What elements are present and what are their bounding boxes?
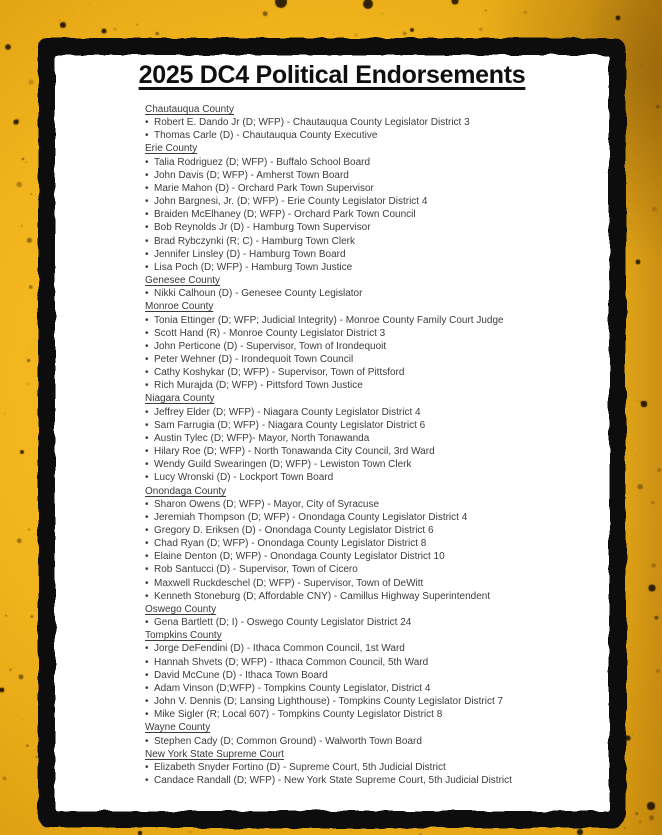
endorsement-text: Thomas Carle (D) - Chautauqua County Executive bbox=[154, 130, 378, 142]
endorsement-text: Candace Randall (D; WFP) - New York State Supreme Court, 5th Judicial District bbox=[154, 774, 512, 786]
bullet-icon: • bbox=[145, 406, 149, 418]
bullet-icon: • bbox=[145, 314, 149, 326]
endorsement-text: Wendy Guild Swearingen (D; WFP) - Lewiston Town Clerk bbox=[154, 459, 412, 471]
bullet-icon: • bbox=[145, 459, 149, 471]
endorsement-row bbox=[145, 682, 609, 695]
endorsement-row bbox=[145, 735, 609, 748]
endorsement-row bbox=[145, 169, 609, 182]
bullet-icon: • bbox=[145, 590, 149, 602]
endorsement-row bbox=[145, 156, 609, 169]
endorsement-text: Mike Sigler (R; Local 607) - Tompkins County Legislator District 8 bbox=[154, 709, 443, 721]
endorsement-row bbox=[145, 616, 609, 629]
bullet-icon: • bbox=[145, 182, 149, 194]
endorsement-row bbox=[145, 524, 609, 537]
endorsement-row bbox=[145, 445, 609, 458]
bullet-icon: • bbox=[145, 498, 149, 510]
endorsement-text: Braiden McElhaney (D; WFP) - Orchard Park Town Council bbox=[154, 209, 416, 221]
bullet-icon: • bbox=[145, 511, 149, 523]
bullet-icon: • bbox=[145, 617, 149, 629]
bullet-icon: • bbox=[145, 117, 149, 129]
bullet-icon: • bbox=[145, 774, 149, 786]
endorsement-row bbox=[145, 761, 609, 774]
document-content bbox=[55, 55, 609, 811]
endorsement-text: Talia Rodriguez (D; WFP) - Buffalo School Board bbox=[154, 156, 371, 168]
endorsement-row bbox=[145, 774, 609, 787]
endorsement-text: Jorge DeFendini (D) - Ithaca Common Council, 1st Ward bbox=[154, 643, 405, 655]
bullet-icon: • bbox=[145, 551, 149, 563]
bullet-icon: • bbox=[145, 209, 149, 221]
bullet-icon: • bbox=[145, 419, 149, 431]
endorsement-row bbox=[145, 287, 609, 300]
endorsement-row bbox=[145, 550, 609, 563]
endorsement-row bbox=[145, 208, 609, 221]
bullet-icon: • bbox=[145, 525, 149, 536]
bullet-icon: • bbox=[145, 380, 149, 392]
bullet-icon: • bbox=[145, 353, 149, 365]
county-header: Wayne County bbox=[145, 722, 211, 734]
bullet-icon: • bbox=[145, 327, 149, 339]
bullet-icon: • bbox=[145, 577, 149, 589]
bullet-icon: • bbox=[145, 472, 149, 484]
endorsement-row bbox=[145, 195, 609, 208]
endorsement-text: Adam Vinson (D;WFP) - Tompkins County Legislator, District 4 bbox=[154, 682, 431, 694]
endorsement-row bbox=[145, 577, 609, 590]
bullet-icon: • bbox=[145, 432, 149, 444]
endorsement-text: Rich Murajda (D; WFP) - Pittsford Town Justice bbox=[154, 380, 363, 392]
bullet-icon: • bbox=[145, 735, 149, 747]
county-header: Erie County bbox=[145, 143, 198, 155]
endorsement-row bbox=[145, 537, 609, 550]
endorsement-text: Brad Rybczynki (R; C) - Hamburg Town Clerk bbox=[154, 235, 355, 247]
bullet-icon: • bbox=[145, 169, 149, 181]
endorsement-row bbox=[145, 669, 609, 682]
endorsement-text: Jeremiah Thompson (D; WFP) - Onondaga County Legislator District 4 bbox=[154, 511, 468, 523]
county-header: Oswego County bbox=[145, 603, 217, 615]
endorsement-text: Lisa Poch (D; WFP) - Hamburg Town Justice bbox=[154, 261, 353, 273]
bullet-icon: • bbox=[145, 696, 149, 708]
endorsement-text: Austin Tylec (D; WFP)- Mayor, North Tonawanda bbox=[154, 432, 370, 444]
endorsement-row bbox=[145, 708, 609, 721]
bullet-icon: • bbox=[145, 235, 149, 247]
endorsement-text: Tonia Ettinger (D; WFP; Judicial Integrity) - Monroe County Family Court Judge bbox=[154, 314, 504, 326]
endorsement-text: Elaine Denton (D; WFP) - Onondaga County Legislator District 10 bbox=[154, 551, 445, 563]
endorsement-row bbox=[145, 314, 609, 327]
endorsement-row bbox=[145, 248, 609, 261]
county-header: Onondaga County bbox=[145, 485, 227, 497]
bullet-icon: • bbox=[145, 288, 149, 300]
endorsement-row bbox=[145, 498, 609, 511]
bullet-icon: • bbox=[145, 761, 149, 773]
endorsement-row bbox=[145, 340, 609, 353]
endorsement-row bbox=[145, 642, 609, 655]
county-header: Genesee County bbox=[145, 275, 221, 287]
endorsement-list bbox=[145, 103, 609, 787]
bullet-icon: • bbox=[145, 248, 149, 260]
county-header: New York State Supreme Court bbox=[145, 748, 284, 760]
endorsement-text: John Davis (D; WFP) - Amherst Town Board bbox=[154, 169, 349, 181]
endorsement-text: Robert E. Dando Jr (D; WFP) - Chautauqua County Legislator District 3 bbox=[154, 117, 470, 129]
county-header: Tompkins County bbox=[145, 630, 222, 642]
endorsement-row bbox=[145, 327, 609, 340]
endorsement-row bbox=[145, 656, 609, 669]
endorsement-row bbox=[145, 563, 609, 576]
endorsement-text: Marie Mahon (D) - Orchard Park Town Supervisor bbox=[154, 182, 374, 194]
endorsement-text: David McCune (D) - Ithaca Town Board bbox=[154, 669, 328, 681]
endorsement-text: John Bargnesi, Jr. (D; WFP) - Erie County Legislator District 4 bbox=[154, 196, 428, 208]
bullet-icon: • bbox=[145, 656, 149, 668]
endorsement-row bbox=[145, 471, 609, 484]
endorsement-row bbox=[145, 129, 609, 142]
bullet-icon: • bbox=[145, 669, 149, 681]
endorsement-text: Chad Ryan (D; WFP) - Onondaga County Legislator District 8 bbox=[154, 538, 427, 550]
bullet-icon: • bbox=[145, 709, 149, 721]
bullet-icon: • bbox=[145, 156, 149, 168]
bullet-icon: • bbox=[145, 643, 149, 655]
endorsement-text: Elizabeth Snyder Fortino (D) - Supreme Court, 5th Judicial District bbox=[154, 761, 446, 773]
endorsement-row bbox=[145, 379, 609, 392]
endorsement-text: Cathy Koshykar (D; WFP) - Supervisor, Town of Pittsford bbox=[154, 367, 405, 379]
endorsement-text: Maxwell Ruckdeschel (D; WFP) - Supervisor, Town of DeWitt bbox=[154, 577, 424, 589]
endorsement-text: Lucy Wronski (D) - Lockport Town Board bbox=[154, 472, 334, 484]
endorsement-text: John Perticone (D) - Supervisor, Town of Irondequoit bbox=[154, 340, 387, 352]
bullet-icon: • bbox=[145, 367, 149, 379]
endorsement-text: Sharon Owens (D; WFP) - Mayor, City of Syracuse bbox=[154, 498, 380, 510]
county-header: Niagara County bbox=[145, 393, 215, 405]
endorsement-text: Gregory D. Eriksen (D) - Onondaga County Legislator District 6 bbox=[154, 525, 434, 536]
county-header: Monroe County bbox=[145, 301, 214, 313]
endorsement-row bbox=[145, 116, 609, 129]
bullet-icon: • bbox=[145, 682, 149, 694]
endorsement-row bbox=[145, 353, 609, 366]
endorsement-row bbox=[145, 406, 609, 419]
endorsement-row bbox=[145, 366, 609, 379]
bullet-icon: • bbox=[145, 261, 149, 273]
endorsement-row bbox=[145, 261, 609, 274]
bullet-icon: • bbox=[145, 564, 149, 576]
endorsement-row bbox=[145, 695, 609, 708]
endorsement-text: Peter Wehner (D) - Irondequoit Town Council bbox=[154, 353, 354, 365]
endorsement-text: Rob Santucci (D) - Supervisor, Town of Cicero bbox=[154, 564, 358, 576]
endorsement-row bbox=[145, 419, 609, 432]
endorsement-text: Jennifer Linsley (D) - Hamburg Town Board bbox=[154, 248, 346, 260]
bullet-icon: • bbox=[145, 538, 149, 550]
bullet-icon: • bbox=[145, 222, 149, 234]
endorsement-text: Bob Reynolds Jr (D) - Hamburg Town Supervisor bbox=[154, 222, 371, 234]
bullet-icon: • bbox=[145, 340, 149, 352]
endorsement-text: Stephen Cady (D; Common Ground) - Walworth Town Board bbox=[154, 735, 422, 747]
county-header: Chautauqua County bbox=[145, 104, 234, 115]
bullet-icon: • bbox=[145, 196, 149, 208]
endorsement-text: Kenneth Stoneburg (D; Affordable CNY) - Camillus Highway Superintendent bbox=[154, 590, 491, 602]
endorsement-text: Jeffrey Elder (D; WFP) - Niagara County Legislator District 4 bbox=[154, 406, 421, 418]
endorsement-row bbox=[145, 511, 609, 524]
endorsement-row bbox=[145, 182, 609, 195]
endorsement-text: Sam Farrugia (D; WFP) - Niagara County Legislator District 6 bbox=[154, 419, 426, 431]
endorsement-row bbox=[145, 432, 609, 445]
endorsement-text: Gena Bartlett (D; I) - Oswego County Legislator District 24 bbox=[154, 617, 412, 629]
endorsement-text: John V. Dennis (D; Lansing Lighthouse) - Tompkins County Legislator District 7 bbox=[154, 696, 504, 708]
endorsement-text: Hilary Roe (D; WFP) - North Tonawanda City Council, 3rd Ward bbox=[154, 446, 435, 458]
endorsement-row bbox=[145, 221, 609, 234]
endorsement-text: Nikki Calhoun (D) - Genesee County Legislator bbox=[154, 288, 363, 300]
bullet-icon: • bbox=[145, 130, 149, 142]
endorsement-text: Scott Hand (R) - Monroe County Legislator District 3 bbox=[154, 327, 386, 339]
endorsement-text: Hannah Shvets (D; WFP) - Ithaca Common Council, 5th Ward bbox=[154, 656, 429, 668]
page-title: 2025 DC4 Political Endorsements bbox=[138, 61, 526, 89]
bullet-icon: • bbox=[145, 446, 149, 458]
endorsement-row bbox=[145, 235, 609, 248]
endorsement-row bbox=[145, 458, 609, 471]
endorsement-row bbox=[145, 590, 609, 603]
